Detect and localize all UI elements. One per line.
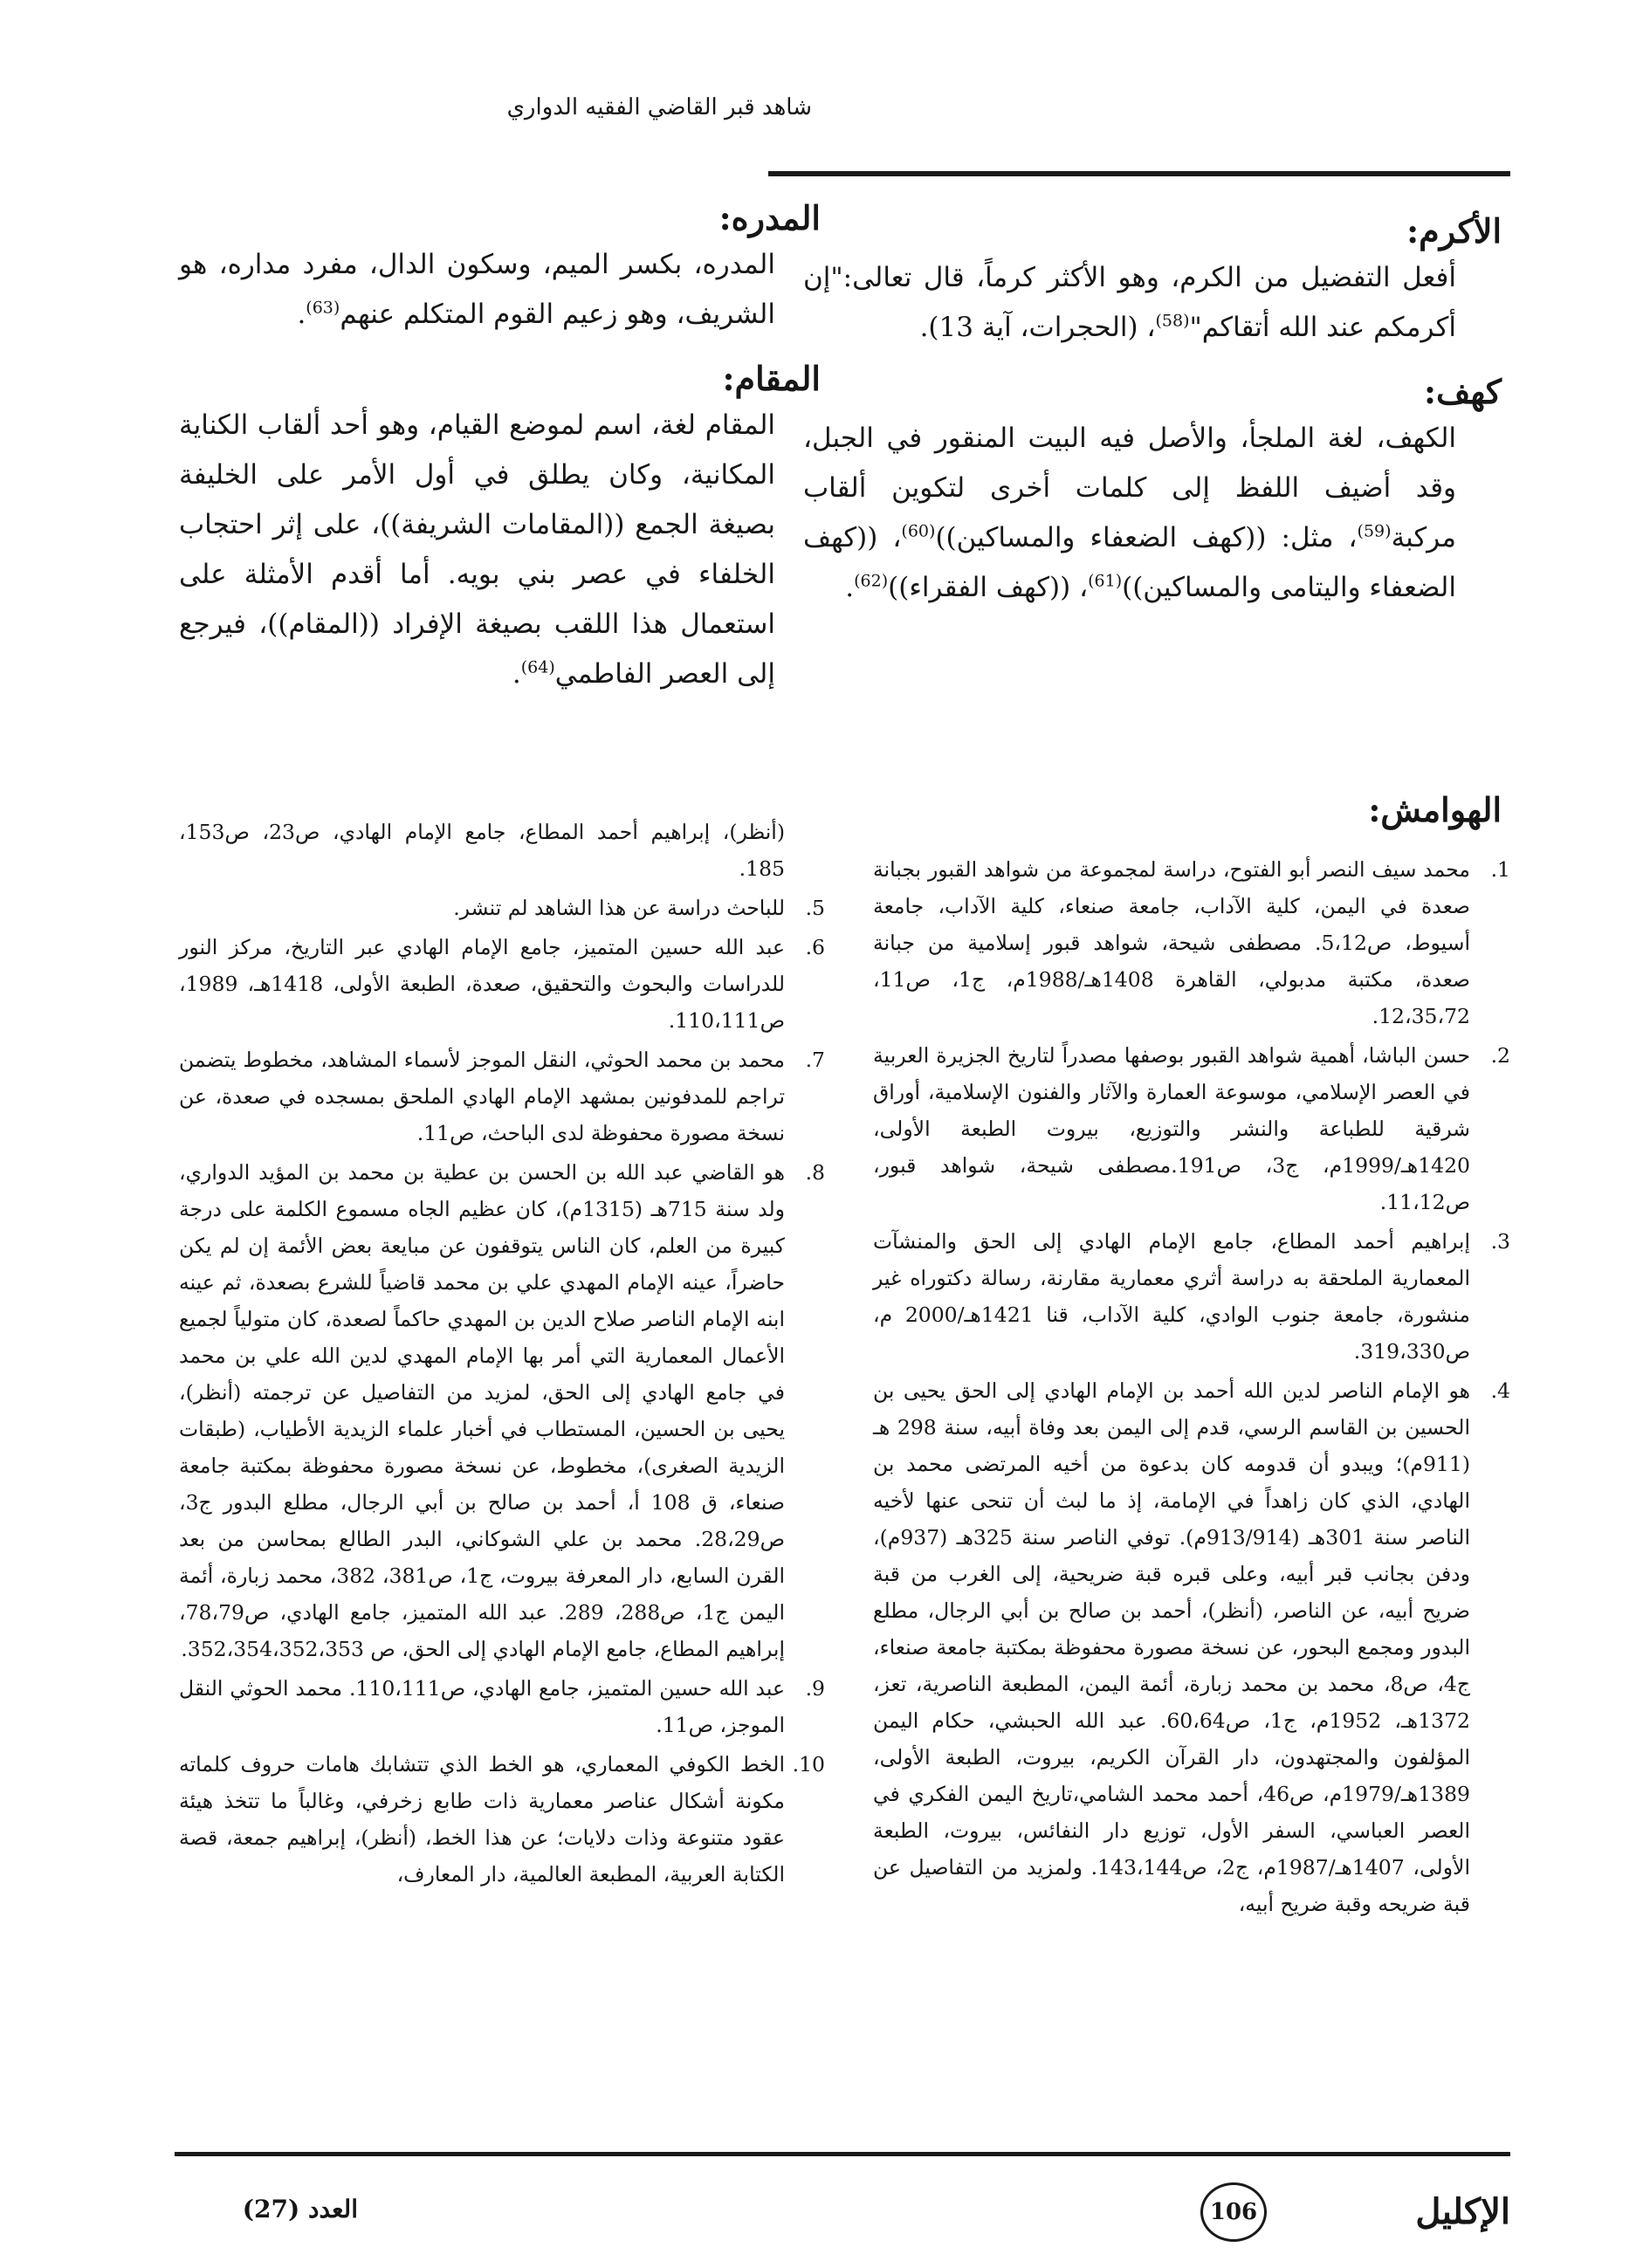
footnote-item [873, 1372, 1510, 1922]
footnote-item [179, 1041, 825, 1151]
entry-body: المقام لغة، اسم لموضع القيام، وهو أحد ألقاب الكناية المكانية، وكان يطلق في أول الأمر على الخليفة بصيغة الجمع ((المقامات الشريفة))، على إثر احتجاب الخلفاء في عصر بني بويه. أما أقدم الأمثلة على استعمال هذا اللقب بصيغة الإفراد ((المقام))، فيرجع إلى العصر الفاطمي$^{(64)}$. [179, 409, 775, 690]
footnote-item [179, 1154, 825, 1667]
footnotes-right-column [873, 851, 1510, 1925]
footnote-text: عبد الله حسين المتميز، جامع الهادي، ص110،111. محمد الحوثي النقل الموجز، ص11. [179, 1676, 785, 1737]
footer-rule [175, 2152, 1510, 2156]
footnote-ref: (63) [306, 298, 340, 318]
footnote-number: 7. [805, 1048, 825, 1072]
entry-body: المدره، بكسر الميم، وسكون الدال، مفرد مداره، هو الشريف، وهو زعيم القوم المتكلم عنهم$^{(63)}$. [179, 249, 775, 330]
footnote-ref: (61) [1088, 571, 1123, 591]
journal-logo: الإكليل [1415, 2191, 1510, 2232]
footnote-ref: (62) [854, 571, 889, 591]
glossary-entry-akram [803, 210, 1502, 353]
footnote-text: محمد بن محمد الحوثي، النقل الموجز لأسماء المشاهد، مخطوط يتضمن تراجم للمدفونين بمشهد الإمام الهادي الملحق بمسجده في صعدة، عن نسخة مصورة محفوظة لدى الباحث، ص11. [179, 1048, 785, 1145]
page-number: 106 [1200, 2182, 1267, 2242]
footnote-item [179, 890, 825, 926]
footnote-number: 10. [792, 1752, 825, 1777]
footnotes-left-column [179, 814, 825, 1895]
footnote-number: 3. [1490, 1229, 1510, 1254]
footnote-ref: (64) [520, 657, 555, 677]
footnote-text: عبد الله حسين المتميز، جامع الإمام الهادي عبر التاريخ، مركز النور للدراسات والبحوث والتحقيق، صعدة، الطبعة الأولى، 1418هـ، 1989، ص110،111. [179, 935, 785, 1033]
footnote-number: 6. [805, 935, 825, 959]
footnote-text: هو القاضي عبد الله بن الحسن بن عطية بن محمد بن المؤيد الدواري، ولد سنة 715هـ (1315م)، كان عظيم الجاه مسموع الكلمة على درجة كبيرة من العلم، كان الناس يتوقفون عن مبايعة بعض الأئمة إن لم يكن حاضراً، عينه الإمام المهدي علي بن محمد قاضياً للشرع بصعدة، ثم عينه ابنه الإمام الناصر صلاح الدين بن المهدي حاكماً لصعدة، كان متولياً لجميع الأعمال المعمارية التي أمر بها الإمام المهدي لدين الله علي بن محمد في جامع الهادي إلى الحق، لمزيد من التفاصيل عن ترجمته (أنظر)، يحيى بن الحسين، المستطاب في أخبار علماء الزيدية الأطياب، (طبقات الزيدية الصغرى)، مخطوط، عن نسخة مصورة محفوظة بمكتبة جامعة صنعاء، ق 108 أ، أحمد بن صالح بن أبي الرجال، مطلع البدور ج3، ص28،29. محمد بن علي الشوكاني، البدر الطالع بمحاسن من بعد القرن السابع، دار المعرفة بيروت، ج1، ص381، 382، محمد زبارة، أئمة اليمن ج1، ص288، 289. عبد الله المتميز، جامع الهادي، ص78،79، إبراهيم المطاع، جامع الإمام الهادي إلى الحق، ص 352،354،352،353. [179, 1160, 786, 1661]
footnote-item [179, 1746, 825, 1893]
entry-term: الأكرم: [1406, 211, 1502, 251]
entry-term: المدره: [718, 198, 821, 237]
footnotes-heading: الهوامش: [1368, 790, 1502, 829]
running-title: شاهد قبر القاضي الفقيه الدواري [506, 94, 812, 120]
footnote-ref: (59) [1357, 521, 1392, 541]
footnote-text: للباحث دراسة عن هذا الشاهد لم تنشر. [453, 896, 785, 920]
footnote-ref: (60) [901, 521, 936, 541]
entry-body: أفعل التفضيل من الكرم، وهو الأكثر كرماً، قال تعالى:"إن أكرمكم عند الله أتقاكم"$^{(58)}$، (الحجرات، آية 13). [803, 262, 1456, 343]
glossary-entry-midrah [179, 196, 821, 340]
footnote-number: 5. [805, 896, 825, 920]
footnote-item [179, 929, 825, 1039]
left-glossary-column [179, 196, 821, 717]
footnote-text: الخط الكوفي المعماري، هو الخط الذي تتشابك هامات حروف كلماته مكونة أشكال عناصر معمارية ذات طابع زخرفي، وغالباً ما تتخذ هيئة عقود متنوعة وذات دلايات؛ عن هذا الخط، (أنظر)، إبراهيم جمعة، قصة الكتابة العربية، المطبعة العالمية، دار المعارف، [179, 1752, 785, 1887]
right-glossary-column [803, 210, 1502, 630]
footnote-number: 4. [1490, 1378, 1510, 1403]
glossary-entry-kahf [803, 370, 1502, 613]
footnote-continuation: (أنظر)، إبراهيم أحمد المطاع، جامع الإمام الهادي، ص23، ص153، 185. [179, 820, 785, 881]
footnote-ref: (58) [1155, 311, 1190, 331]
glossary-entry-maqam [179, 357, 821, 699]
entry-term: المقام: [722, 359, 821, 398]
footnote-item [873, 851, 1510, 1034]
entry-term: كهف: [1424, 372, 1502, 411]
footnote-text: هو الإمام الناصر لدين الله أحمد بن الإمام الهادي إلى الحق يحيى بن الحسين بن القاسم الرسي، قدم إلى اليمن بعد وفاة أبيه، سنة 298 هـ (911م)؛ ويبدو أن قدومه كان بدعوة من أخيه المرتضى محمد بن الهادي، الذي كان زاهداً في الإمامة، إذ ما لبث أن تنحى عنها لأخيه الناصر سنة 301هـ (913/914م). توفي الناصر سنة 325هـ (937م)، ودفن بجانب قبر أبيه، وعلى قبره قبة ضريحية، إلى الغرب من قبة ضريح أبيه، عن الناصر، (أنظر)، أحمد بن صالح بن أبي الرجال، مطلع البدور ومجمع البحور، عن نسخة مصورة محفوظة بمكتبة جامعة صنعاء، ج4، ص8، محمد بن محمد زبارة، أئمة اليمن، المطبعة الناصرية، تعز، 1372هـ، 1952م، ج1، ص60،64. عبد الله الحبشي، حكام اليمن المؤلفون والمجتهدون، دار القرآن الكريم، بيروت، الطبعة الأولى، 1389هـ/1979م، ص46، أحمد محمد الشامي،تاريخ اليمن الفكري في العصر العباسي، السفر الأول، توزيع دار النفائس، بيروت، الطبعة الأولى، 1407هـ/1987م، ج2، ص143،144. ولمزيد من التفاصيل عن قبة ضريحه وقبة ضريح أبيه، [873, 1378, 1471, 1916]
footnote-number: 2. [1490, 1043, 1510, 1068]
entry-body: الكهف، لغة الملجأ، والأصل فيه البيت المنقور في الجبل، وقد أضيف اللفظ إلى كلمات أخرى لتكوين ألقاب مركبة$^{(59)}$، مثل: ((كهف الضعفاء والمساكين))$^{(60)}$، ((كهف الضعفاء واليتامى والمساكين))$^{(61)}$، ((كهف الفقراء))$^{(62)}$. [803, 423, 1457, 603]
footnote-text: حسن الباشا، أهمية شواهد القبور بوصفها مصدراً لتاريخ الجزيرة العربية في العصر الإسلامي، موسوعة العمارة والآثار والفنون الإسلامية، أوراق شرقية للطباعة والنشر والتوزيع، بيروت الطبعة الأولى، 1420هـ/1999م، ج3، ص191.مصطفى شيحة، شواهد قبور، ص11،12. [873, 1043, 1470, 1214]
footnote-number: 9. [805, 1676, 825, 1701]
top-rule [768, 171, 1510, 176]
footnote-item [873, 1037, 1510, 1220]
footnote-text: إبراهيم أحمد المطاع، جامع الإمام الهادي إلى الحق والمنشآت المعمارية الملحقة به دراسة أثري معمارية مقارنة، رسالة دكتوراه غير منشورة، جامعة جنوب الوادي، كلية الآداب، قنا 1421هـ/2000 م، ص319،330. [873, 1229, 1470, 1364]
issue-label: العدد (27) [242, 2195, 358, 2223]
footnote-item [179, 1670, 825, 1743]
footnote-number: 1. [1490, 857, 1510, 882]
footnote-item [873, 1223, 1510, 1370]
footnote-number: 8. [805, 1160, 825, 1185]
footnote-text: محمد سيف النصر أبو الفتوح، دراسة لمجموعة من شواهد القبور بجبانة صعدة في اليمن، كلية الآداب، جامعة صنعاء، كلية الآداب، جامعة أسيوط، ص5،12. مصطفى شيحة، شواهد قبور إسلامية من جبانة صعدة، مكتبة مدبولي، القاهرة 1408هـ/1988م، ج1، ص11، 12،35،72. [873, 857, 1470, 1028]
